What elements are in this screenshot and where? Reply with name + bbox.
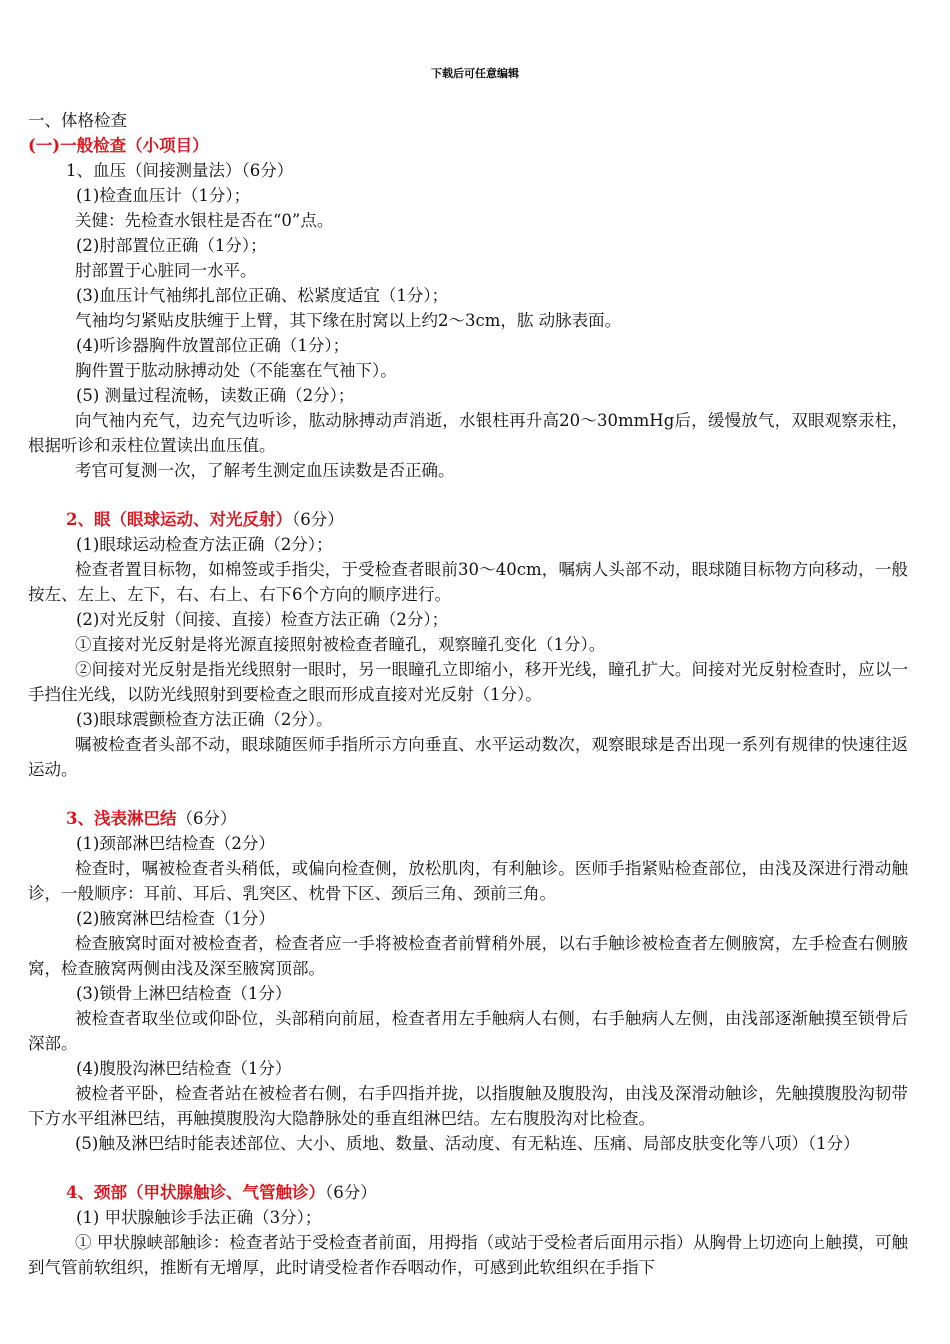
lymph-step-3: (3)锁骨上淋巴结检查（1分） [76, 984, 292, 1003]
lymph-step-1: (1)颈部淋巴结检查（2分） [76, 834, 275, 853]
eye-step-2-a: ①直接对光反射是将光源直接照射被检查者瞳孔，观察瞳孔变化（1分）。 [75, 635, 606, 654]
bp-step-5: (5) 测量过程流畅，读数正确（2分）； [76, 386, 355, 405]
eye-step-1-text: 检查者置目标物，如棉签或手指尖，于受检查者眼前30～40cm，嘱病人头部不动，眼球随目标物方向移动，一般按左、左上、左下，右、右上、右下6个方向的顺序进行。 [28, 560, 908, 604]
eye-title-text: 2、眼（眼球运动、对光反射） [66, 510, 292, 529]
neck-title [28, 1180, 908, 1205]
lymph-step-2: (2)腋窝淋巴结检查（1分） [76, 909, 275, 928]
lymph-step-4: (4)腹股沟淋巴结检查（1分） [76, 1059, 292, 1078]
eye-step-2: (2)对光反射（间接、直接）检查方法正确（2分）； [76, 610, 449, 629]
eye-title [28, 507, 908, 532]
bp-step-4-text: 胸件置于肱动脉搏动处（不能塞在气袖下）。 [75, 361, 397, 380]
eye-step-3-text: 嘱被检查者头部不动，眼球随医师手指所示方向垂直、水平运动数次，观察眼球是否出现一系列有规律的快速往返运动。 [28, 735, 908, 779]
eye-score: （6分） [291, 510, 344, 529]
eye-step-3: (3)眼球震颤检查方法正确（2分）。 [76, 710, 333, 729]
bp-step-5-text: 向气袖内充气，边充气边听诊，肱动脉搏动声消逝，水银柱再升高20～30mmHg后，缓慢放气，双眼观察汞柱，根据听诊和汞柱位置读出血压值。 [28, 411, 908, 455]
neck-score: （6分） [324, 1183, 377, 1202]
section-title: 一、体格检查 [28, 111, 127, 130]
document-body [28, 108, 908, 1280]
bp-step-5-text-2: 考官可复测一次，了解考生测定血压读数是否正确。 [75, 461, 455, 480]
bp-step-3: (3)血压计气袖绑扎部位正确、松紧度适宜（1分）； [76, 286, 449, 305]
eye-step-2-b: ②间接对光反射是指光线照射一眼时，另一眼瞳孔立即缩小，移开光线，瞳孔扩大。间接对光反射检查时，应以一手挡住光线，以防光线照射到要检查之眼而形成直接对光反射（1分）。 [28, 660, 908, 704]
lymph-score: （6分） [176, 809, 237, 828]
neck-step-1: (1) 甲状腺触诊手法正确（3分）； [76, 1208, 322, 1227]
lymph-step-5: (5)触及淋巴结时能表述部位、大小、质地、数量、活动度、有无粘连、压痛、局部皮肤变化等八项）（1分） [75, 1134, 860, 1153]
bp-step-1-text: 关健：先检查水银柱是否在“0”点。 [75, 211, 334, 230]
subsection-title: (一)一般检查（小项目） [28, 136, 209, 155]
lymph-title-text: 3、浅表淋巴结 [66, 809, 177, 828]
lymph-step-2-text: 检查腋窝时面对被检查者，检查者应一手将被检查者前臂稍外展，以右手触诊被检查者左侧腋窝，左手检查右侧腋窝，检查腋窝两侧由浅及深至腋窝顶部。 [28, 934, 908, 978]
bp-step-4: (4)听诊器胸件放置部位正确（1分）； [76, 336, 350, 355]
bp-title: 1、血压（间接测量法）（6分） [66, 161, 294, 180]
neck-title-text: 4、颈部（甲状腺触诊、气管触诊） [66, 1183, 325, 1202]
neck-step-1-text: ① 甲状腺峡部触诊：检查者站于受检查者前面，用拇指（或站于受检者后面用示指）从胸骨上切迹向上触摸，可触到气管前软组织，推断有无增厚，此时请受检者作吞咽动作，可感到此软组织在手指下 [28, 1233, 908, 1277]
eye-step-1: (1)眼球运动检查方法正确（2分）； [76, 535, 333, 554]
lymph-step-4-text: 被检者平卧，检查者站在被检者右侧，右手四指并拢，以指腹触及腹股沟，由浅及深滑动触诊，先触摸腹股沟韧带下方水平组淋巴结，再触摸腹股沟大隐静脉处的垂直组淋巴结。左右腹股沟对比检查。 [28, 1084, 908, 1128]
bp-step-1: (1)检查血压计（1分）； [76, 186, 251, 205]
bp-step-2: (2)肘部置位正确（1分）； [76, 236, 267, 255]
bp-step-2-text: 肘部置于心脏同一水平。 [75, 261, 257, 280]
lymph-title [28, 806, 908, 831]
bp-step-3-text: 气袖均匀紧贴皮肤缠于上臂，其下缘在肘窝以上约2～3cm，肱 动脉表面。 [75, 311, 622, 330]
header-note: 下载后可任意编辑 [431, 67, 519, 80]
lymph-step-3-text: 被检查者取坐位或仰卧位，头部稍向前屈，检查者用左手触病人右侧，右手触病人左侧，由浅部逐渐触摸至锁骨后深部。 [28, 1009, 908, 1053]
lymph-step-1-text: 检查时，嘱被检查者头稍低，或偏向检查侧，放松肌肉，有利触诊。医师手指紧贴检查部位，由浅及深进行滑动触诊，一般顺序：耳前、耳后、乳突区、枕骨下区、颈后三角、颈前三角。 [28, 859, 908, 903]
